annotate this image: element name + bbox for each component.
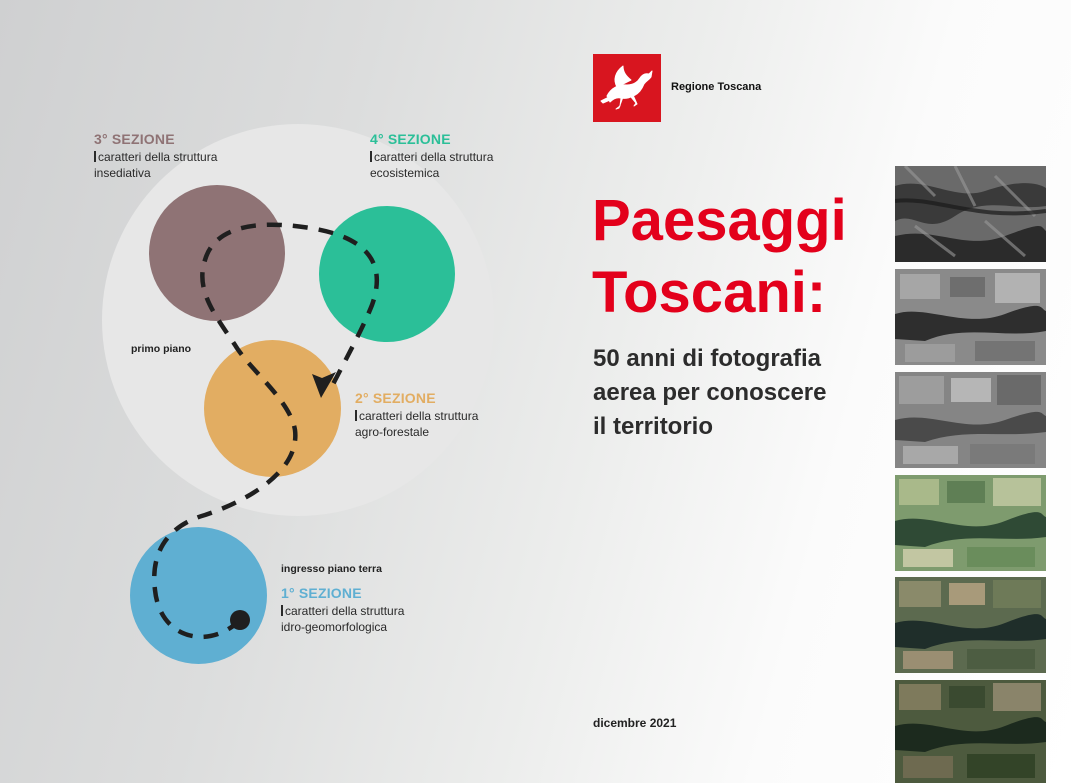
section-1-title: 1° SEZIONE [281,585,362,601]
aerial-photo-4 [895,475,1046,571]
publication-date: dicembre 2021 [593,716,677,730]
first-floor-label: primo piano [131,343,192,355]
ground-floor-label: ingresso piano terra [281,563,382,575]
section-4-title: 4° SEZIONE [370,131,451,147]
section-2-title: 2° SEZIONE [355,390,436,406]
aerial-photo-6 [895,680,1046,783]
subtitle-line-1: 50 anni di fotografia [593,345,822,372]
aerial-photo-2 [895,269,1046,365]
logo-text: Regione Toscana [671,81,762,93]
section-2-desc: caratteri della struttura agro-forestale [355,409,479,439]
regione-toscana-logo [593,54,661,122]
main-title-line-1: Paesaggi [592,188,847,253]
aerial-photo-5 [895,577,1046,673]
pegasus-icon [593,54,661,122]
subtitle-line-3: il territorio [593,413,714,440]
aerial-photo-3 [895,372,1046,468]
aerial-photo-1 [895,166,1046,262]
section-3-desc: caratteri della struttura insediativa [94,150,218,180]
section-1-desc: caratteri della struttura idro-geomorfologica [281,604,405,634]
main-title-line-2: Toscani: [592,260,827,325]
section-3-title: 3° SEZIONE [94,131,175,147]
subtitle-line-2: aerea per conoscere [593,379,827,406]
section-4-desc: caratteri della struttura ecosistemica [370,150,494,180]
